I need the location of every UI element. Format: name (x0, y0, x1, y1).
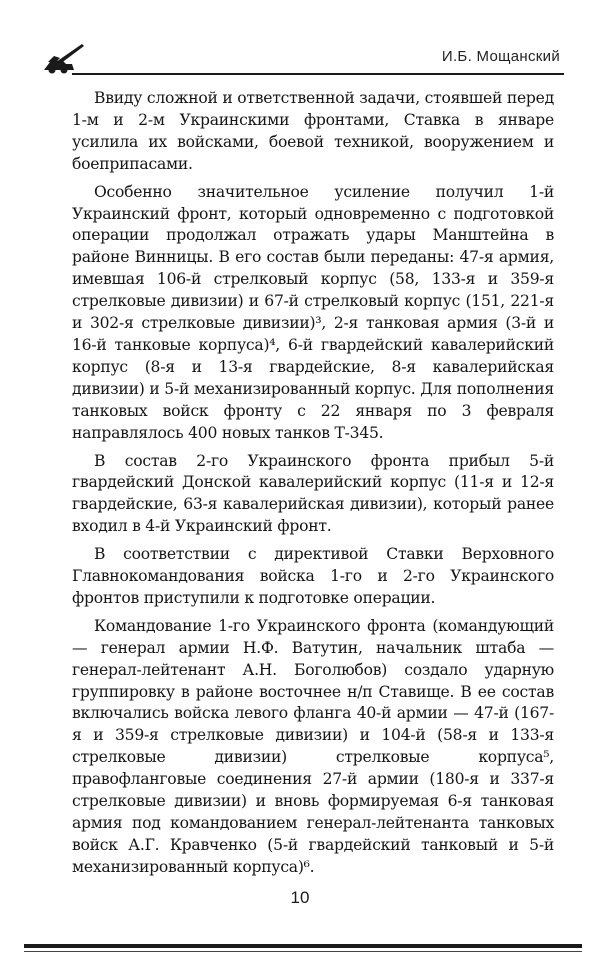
author-name: И.Б. Мощанский (441, 48, 560, 65)
paragraph: В состав 2-го Украинского фронта прибыл 5-й гвардейский Донской кавалерийский корпус (11-я и 12-я гвардейские, 63-я кавалерийская дивизии), который ранее входил в 4-й Украинский фронт. (72, 451, 554, 536)
paragraph: Ввиду сложной и ответственной задачи, стоявшей перед 1-м и 2-м Украинскими фронтами, Ставка в январе усилила их войсками, боевой техникой, вооружением и боеприпасами. (72, 89, 554, 173)
paragraph: Особенно значительное усиление получил 1-й Украинский фронт, который одновременно с подготовкой операции продолжал отражать удары Манштейна в районе Винницы. В его состав были переданы: 47-я армия, имевшая 106-й стрелковый корпус (58, 133-я и 359-я стрелковые дивизии) и 67-й стрелковый корпус (151, 221-я и 302-я стрелковые дивизии)³, 2-я танковая армия (3-й и 16-й танковые корпуса)⁴, 6-й гвардейский кавалерийский корпус (8-я и 13-я гвардейские, 8-я кавалерийская дивизии) и 5-й механизированный корпус. Для пополнения танковых войск фронту с 22 января по 3 февраля направлялось 400 новых танков Т-345. (72, 182, 554, 442)
paragraph: В соответствии с директивой Ставки Верховного Главнокомандования войска 1-го и 2-го Украинского фронтов приступили к подготовке операции. (72, 545, 554, 607)
page-header (42, 40, 564, 76)
page-body (72, 88, 554, 885)
footer-rule-thin (24, 951, 582, 952)
footer-rule (24, 944, 582, 948)
header-rule (72, 73, 564, 75)
artillery-gun-icon (42, 40, 86, 74)
page-number: 10 (290, 888, 310, 907)
paragraph: Командование 1-го Украинского фронта (командующий — генерал армии Н.Ф. Ватутин, начальник штаба — генерал-лейтенант А.Н. Боголюбов) создало ударную группировку в районе восточнее н/п Ставище. В ее состав включались войска левого фланга 40-й армии — 47-й (167-я и 359-я стрелковые дивизии) и 104-й (58-я и 133-я стрелковые дивизии) стрелковые корпуса⁵, правофланговые соединения 27-й армии (180-я и 337-я стрелковые дивизии) и вновь формируемая 6-я танковая армия под командованием генерал-лейтенанта танковых войск А.Г. Кравченко (5-й гвардейский танковый и 5-й механизированный корпуса)⁶. (72, 616, 554, 876)
